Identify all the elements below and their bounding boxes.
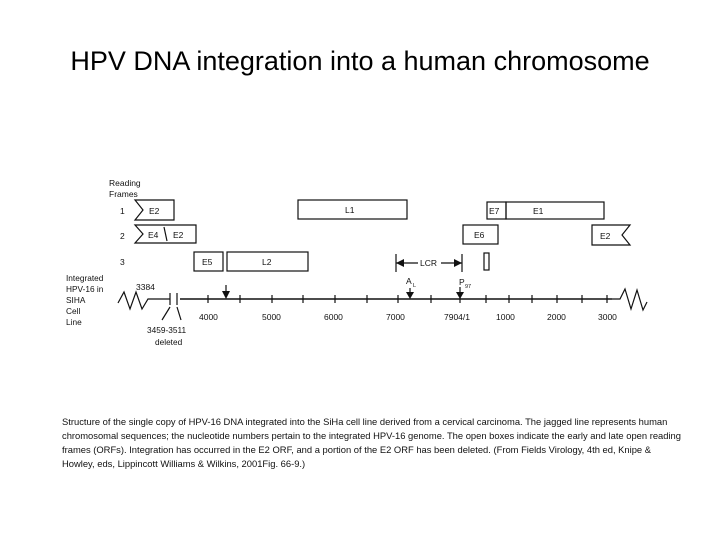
position-3384: 3384: [136, 282, 155, 292]
reading-frames-label-line2: Frames: [109, 189, 138, 199]
deletion-range-label: 3459-3511: [147, 325, 187, 335]
integrated-label-line4: Cell: [66, 306, 81, 316]
orf-label-e5: E5: [202, 257, 213, 267]
orf-label-e2-frame2: E2: [173, 230, 184, 240]
tick-label-3000: 3000: [598, 312, 617, 322]
promoter-al-subscript: L: [413, 283, 417, 289]
orf-label-e2-frame2-right: E2: [600, 231, 611, 241]
tick-label-5000: 5000: [262, 312, 281, 322]
promoter-al-label: A: [406, 276, 412, 286]
orf-label-l2: L2: [262, 257, 272, 267]
page-title: HPV DNA integration into a human chromosome: [70, 46, 650, 76]
tick-label-6000: 6000: [324, 312, 343, 322]
frame-number-3: 3: [120, 257, 125, 267]
jagged-line-right: [612, 289, 647, 310]
deletion-pointer-1: [162, 307, 170, 320]
lcr-label: LCR: [420, 258, 438, 268]
promoter-p97-arrowhead: [456, 292, 464, 299]
tick-label-7000: 7000: [386, 312, 405, 322]
orf-label-e2-frame1: E2: [149, 206, 160, 216]
orf-box-small: [484, 253, 489, 270]
lcr-arrowhead-right: [454, 259, 462, 267]
deletion-word-label: deleted: [155, 337, 183, 347]
orf-box-e2-frame2-right: [592, 225, 630, 245]
integrated-label-line1: Integrated: [66, 273, 104, 283]
promoter-arrowhead-1: [222, 291, 230, 299]
orf-label-e4: E4: [148, 230, 159, 240]
tick-label-2000: 2000: [547, 312, 566, 322]
tick-label-7904-1: 7904/1: [444, 312, 470, 322]
e4-e2-divider: [164, 227, 167, 241]
frame-number-2: 2: [120, 231, 125, 241]
frame-number-1: 1: [120, 206, 125, 216]
tick-label-1000: 1000: [496, 312, 515, 322]
promoter-p97-subscript: 97: [465, 284, 472, 290]
orf-label-l1: L1: [345, 205, 355, 215]
integrated-label-line2: HPV-16 in: [66, 284, 104, 294]
orf-label-e6: E6: [474, 230, 485, 240]
integrated-label-line3: SIHA: [66, 295, 86, 305]
tick-label-4000: 4000: [199, 312, 218, 322]
orf-label-e1: E1: [533, 206, 544, 216]
jagged-line-left: [118, 292, 170, 309]
promoter-al-arrowhead: [406, 292, 414, 299]
orf-box-e1: [506, 202, 604, 219]
deletion-pointer-2: [177, 307, 181, 320]
orf-label-e7: E7: [489, 206, 500, 216]
lcr-arrowhead-left: [396, 259, 404, 267]
figure-caption: Structure of the single copy of HPV-16 DNA integrated into the SiHa cell line derived from a cervical carcinoma. The jagged line represents human chromosomal sequences; the nucleotide numbers pertain to the integrated HPV-16 genome. The open boxes indicate the early and late open reading frames (ORFs). Integration has occurred in the E2 ORF, and a portion of the E2 ORF has been deleted. (From Fields Virology, 4th ed, Knipe & Howley, eds, Lippincott Williams & Wilkins, 2001Fig. 66-9.): [62, 416, 681, 469]
promoter-p97-label: P: [459, 277, 465, 287]
reading-frames-label-line1: Reading: [109, 178, 141, 188]
integrated-label-line5: Line: [66, 317, 82, 327]
